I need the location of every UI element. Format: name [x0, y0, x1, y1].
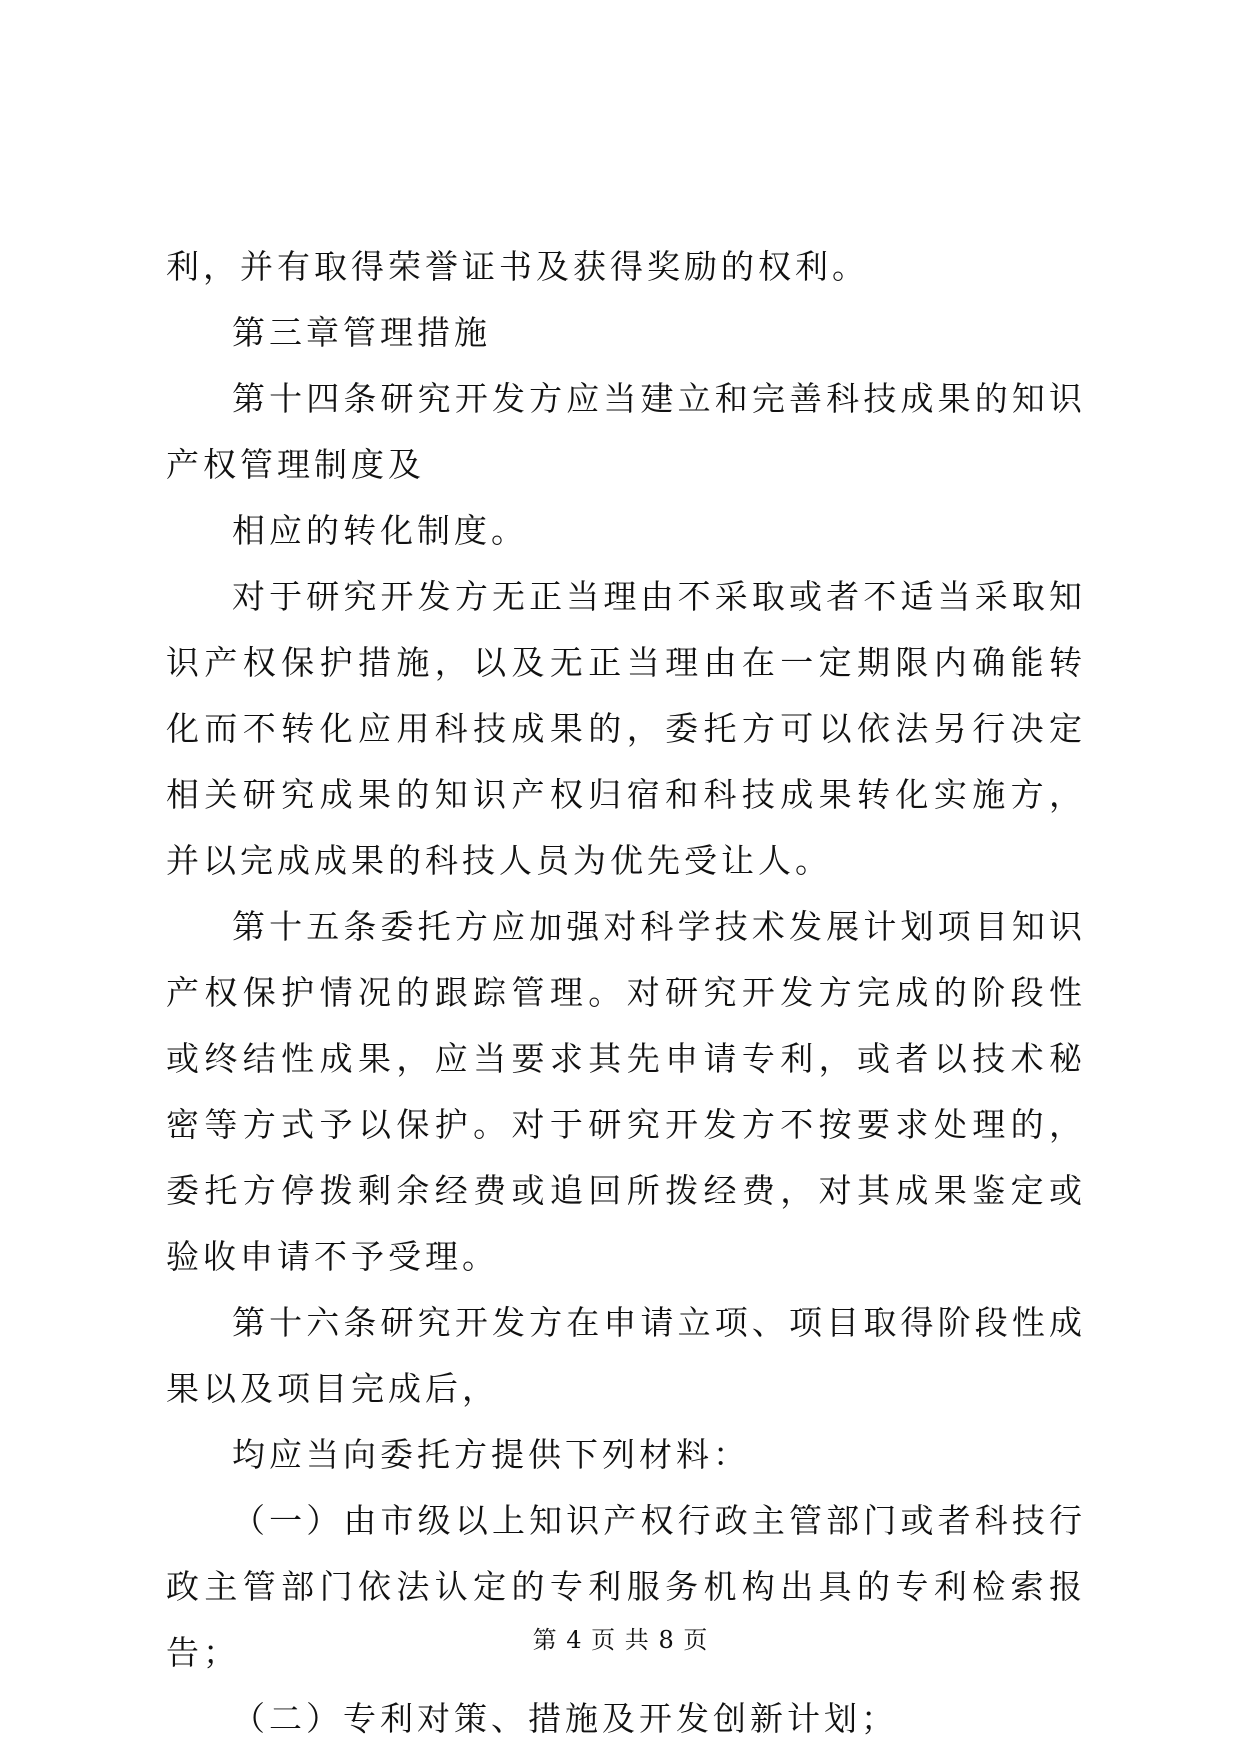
paragraph: 第十四条研究开发方应当建立和完善科技成果的知识产权管理制度及 — [166, 379, 1086, 484]
paragraph: 第十五条委托方应加强对科学技术发展计划项目知识产权保护情况的跟踪管理。对研究开发方完成的阶段性或终结性成果，应当要求其先申请专利，或者以技术秘密等方式予以保护。对于研究开发方不按要求处理的，委托方停拨剩余经费或追回所拨经费，对其成果鉴定或验收申请不予受理。 — [166, 907, 1086, 1276]
paragraph: 利，并有取得荣誉证书及获得奖励的权利。 — [166, 247, 869, 286]
list-item: （一）由市级以上知识产权行政主管部门或者科技行政主管部门依法认定的专利服务机构出具的专利检索报告； — [166, 1501, 1086, 1672]
paragraph: 相应的转化制度。 — [232, 511, 528, 550]
paragraph: 第十六条研究开发方在申请立项、项目取得阶段性成果以及项目完成后， — [166, 1303, 1086, 1408]
paragraph: 对于研究开发方无正当理由不采取或者不适当采取知识产权保护措施，以及无正当理由在一定期限内确能转化而不转化应用科技成果的，委托方可以依法另行决定相关研究成果的知识产权归宿和科技成果转化实施方，并以完成成果的科技人员为优先受让人。 — [166, 577, 1086, 880]
paragraph: 均应当向委托方提供下列材料： — [232, 1435, 750, 1474]
chapter-heading: 第三章管理措施 — [232, 313, 491, 352]
list-item: （二）专利对策、措施及开发创新计划； — [232, 1699, 898, 1738]
page-number-footer: 第 4 页 共 8 页 — [532, 1626, 709, 1654]
document-body — [166, 234, 1086, 1752]
